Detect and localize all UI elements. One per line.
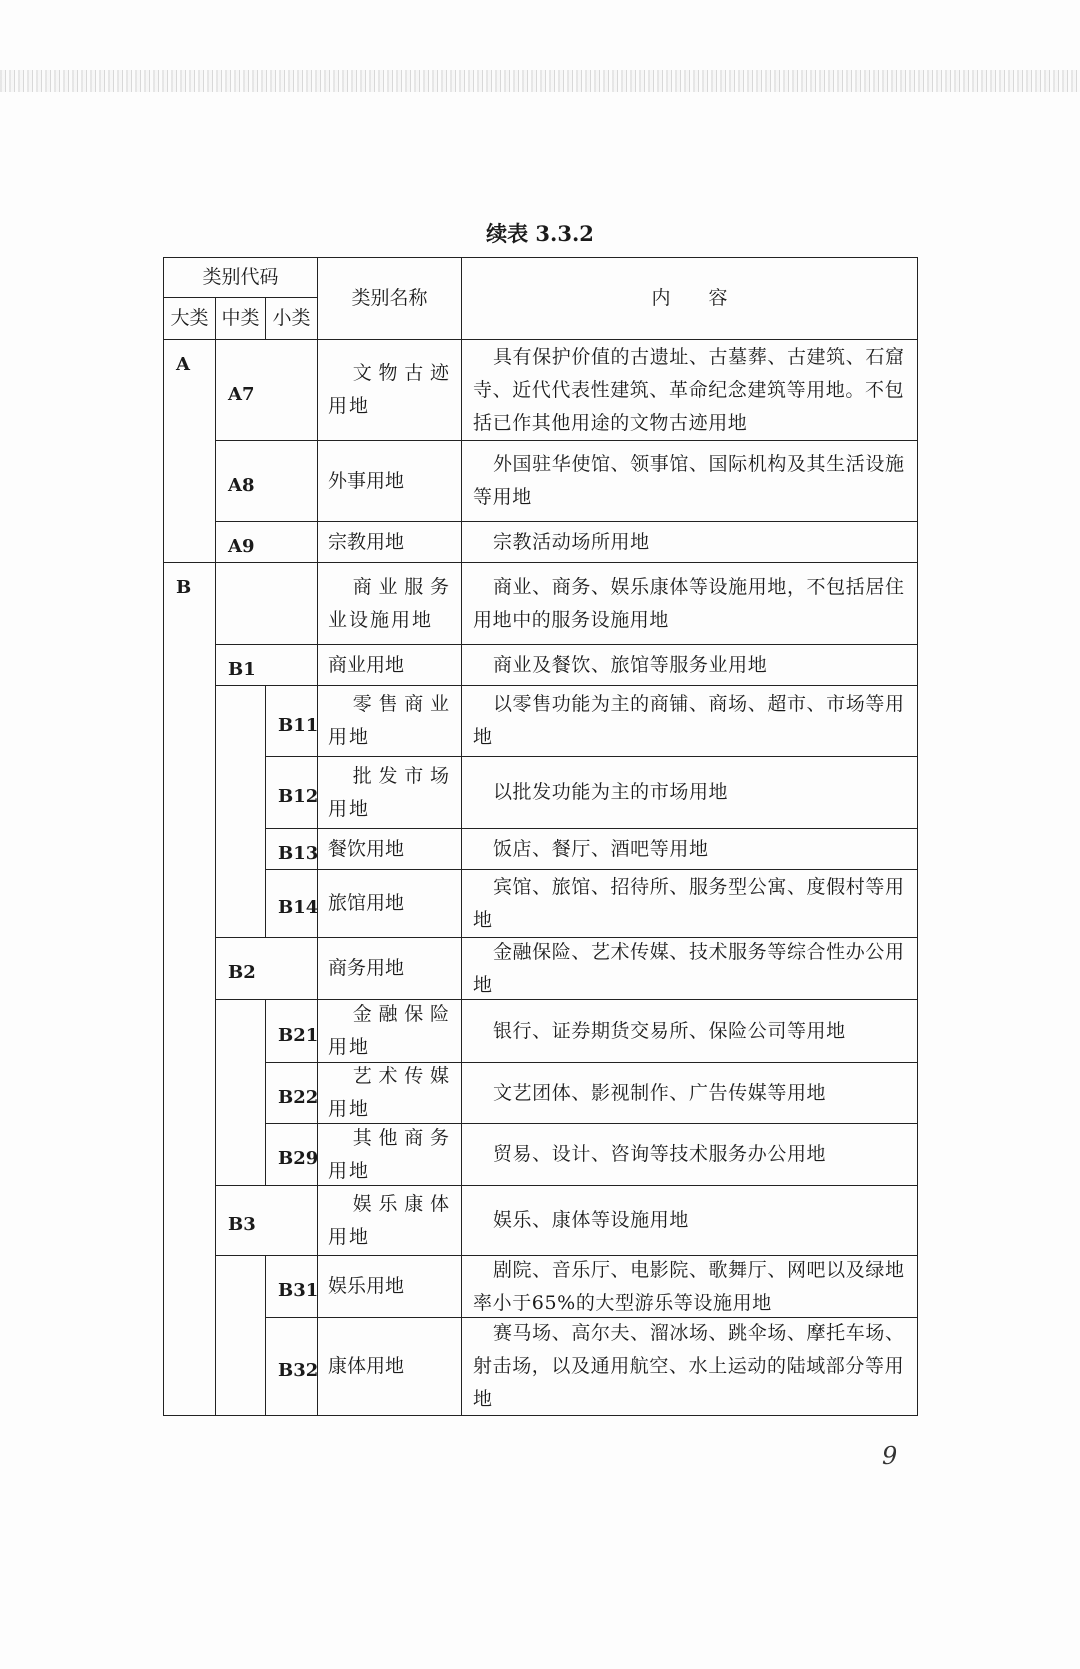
category-name: [317, 685, 462, 757]
category-code: A9: [215, 521, 318, 563]
category-name: [317, 440, 462, 522]
category-content-text: 剧院、音乐厅、电影院、歌舞厅、网吧以及绿地率小于65%的大型游乐等设施用地: [473, 1258, 905, 1314]
category-name: [317, 1255, 462, 1318]
category-name-text: 批发市场用地: [328, 764, 451, 820]
category-content: [461, 999, 918, 1063]
category-code: B29: [265, 1123, 318, 1186]
category-name: [317, 562, 462, 645]
header-minor: 小类: [265, 297, 318, 340]
category-name: [317, 1317, 462, 1416]
category-name-text: 宗教用地: [328, 530, 405, 553]
category-content-text: 宗教活动场所用地: [492, 530, 650, 553]
code-blank: [215, 562, 318, 645]
category-code: B21: [265, 999, 318, 1063]
category-name: [317, 869, 462, 938]
category-name: [317, 1062, 462, 1124]
category-code: B11: [265, 685, 318, 757]
category-name-text: 其他商务用地: [328, 1126, 451, 1182]
code-blank: [215, 999, 266, 1186]
category-content: [461, 1317, 918, 1416]
category-content: [461, 756, 918, 829]
category-content: [461, 1255, 918, 1318]
category-code: B14: [265, 869, 318, 938]
table-title: 续表 3.3.2: [486, 221, 594, 246]
category-name-text: 艺术传媒用地: [328, 1065, 451, 1120]
category-name-text: 零售商业用地: [328, 693, 451, 748]
category-code: B32: [265, 1317, 318, 1416]
header-medium: 中类: [215, 297, 266, 340]
category-content-text: 商业及餐饮、旅馆等服务业用地: [492, 653, 768, 676]
category-content: [461, 1123, 918, 1186]
category-content: [461, 440, 918, 522]
category-content: [461, 644, 918, 686]
category-content-text: 商业、商务、娱乐康体等设施用地，不包括居住用地中的服务设施用地: [473, 575, 905, 631]
category-name-text: 商务用地: [328, 957, 405, 979]
category-name-text: 商业服务业设施用地: [328, 575, 451, 631]
category-name-text: 金融保险用地: [328, 1003, 451, 1058]
scan-artifact: [0, 70, 1080, 92]
category-content-text: 饭店、餐厅、酒吧等用地: [492, 837, 709, 860]
category-name-text: 餐饮用地: [328, 837, 405, 860]
category-name: [317, 937, 462, 1000]
category-code: B2: [215, 937, 318, 1000]
category-content-text: 文艺团体、影视制作、广告传媒等用地: [492, 1081, 827, 1104]
category-name-text: 娱乐康体用地: [328, 1192, 451, 1248]
category-content-text: 贸易、设计、咨询等技术服务办公用地: [492, 1143, 827, 1165]
category-content: [461, 869, 918, 938]
category-code: B3: [215, 1185, 318, 1256]
page-number: 9: [882, 1442, 898, 1470]
category-name-text: 文物古迹用地: [328, 362, 451, 417]
category-content: [461, 521, 918, 563]
category-content-text: 金融保险、艺术传媒、技术服务等综合性办公用地: [473, 940, 905, 996]
header-major: 大类: [163, 297, 216, 340]
category-name-text: 娱乐用地: [328, 1275, 405, 1297]
category-name: [317, 828, 462, 870]
category-code: B31: [265, 1255, 318, 1318]
code-major-a: A: [163, 339, 216, 563]
category-content-text: 银行、证券期货交易所、保险公司等用地: [492, 1019, 846, 1042]
category-name: [317, 999, 462, 1063]
category-code: B12: [265, 756, 318, 829]
category-code: A8: [215, 440, 318, 522]
category-content: [461, 685, 918, 757]
category-content-text: 娱乐、康体等设施用地: [492, 1209, 689, 1231]
header-name: 类别名称: [317, 257, 462, 340]
category-content: [461, 562, 918, 645]
category-code: B13: [265, 828, 318, 870]
category-name: [317, 756, 462, 829]
category-code: B22: [265, 1062, 318, 1124]
category-content-text: 具有保护价值的古遗址、古墓葬、古建筑、石窟寺、近代代表性建筑、革命纪念建筑等用地。不包括已作其他用途的文物古迹用地: [473, 345, 905, 434]
category-content: [461, 937, 918, 1000]
category-content: [461, 1185, 918, 1256]
category-content-text: 以批发功能为主的市场用地: [492, 781, 729, 803]
category-content: [461, 1062, 918, 1124]
category-code: B1: [215, 644, 318, 686]
category-content-text: 以零售功能为主的商铺、商场、超市、市场等用地: [473, 693, 905, 748]
header-content: 内 容: [461, 257, 918, 340]
category-name: [317, 644, 462, 686]
category-content-text: 宾馆、旅馆、招待所、服务型公寓、度假村等用地: [473, 875, 905, 931]
code-blank: [215, 685, 266, 938]
header-code-group: 类别代码: [163, 257, 318, 298]
category-content-text: 赛马场、高尔夫、溜冰场、跳伞场、摩托车场、射击场，以及通用航空、水上运动的陆域部分等用地: [473, 1322, 905, 1410]
category-content: [461, 828, 918, 870]
category-name: [317, 521, 462, 563]
category-name-text: 旅馆用地: [328, 892, 405, 914]
category-content-text: 外国驻华使馆、领事馆、国际机构及其生活设施等用地: [473, 453, 905, 508]
category-name: [317, 339, 462, 441]
category-content: [461, 339, 918, 441]
category-code: A7: [215, 339, 318, 441]
category-name-text: 商业用地: [328, 653, 405, 676]
category-name: [317, 1185, 462, 1256]
category-name-text: 外事用地: [328, 469, 405, 492]
category-name: [317, 1123, 462, 1186]
code-blank: [215, 1255, 266, 1416]
code-major-b: B: [163, 562, 216, 1416]
category-name-text: 康体用地: [328, 1355, 405, 1377]
